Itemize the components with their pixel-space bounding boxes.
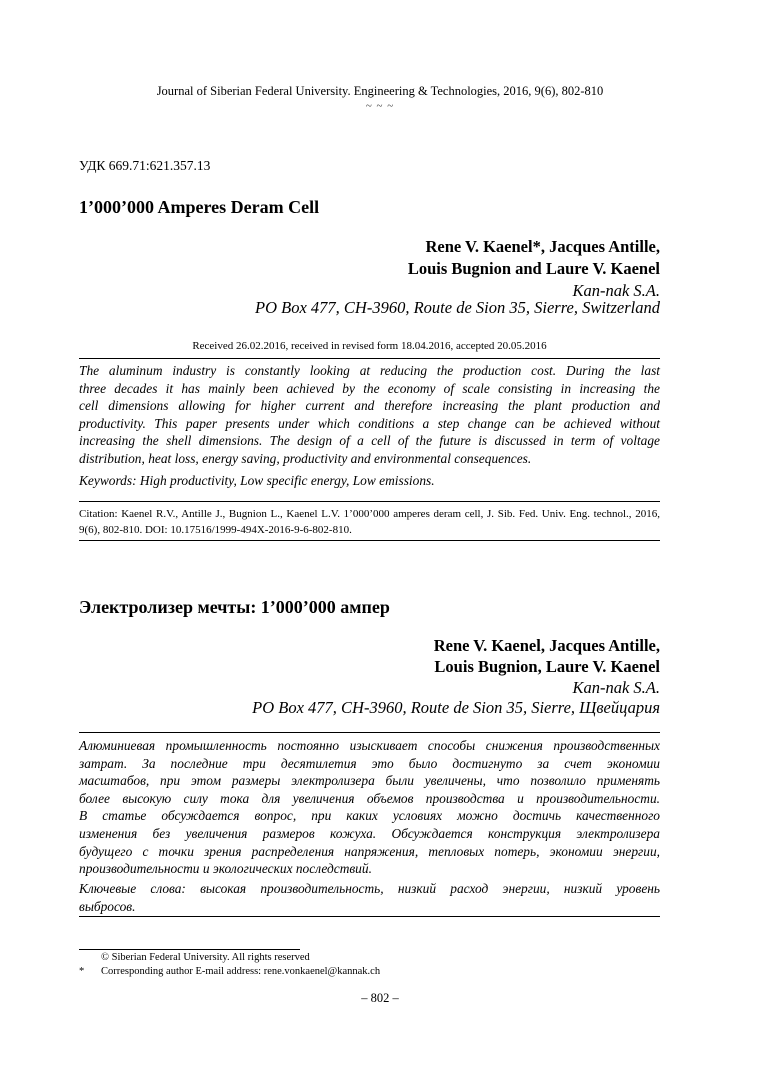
affiliation-org-ru: Kan-nak S.A. <box>572 678 660 697</box>
footnote-star: * <box>79 966 85 977</box>
page-number: – 802 – <box>361 991 399 1005</box>
footnote-corresponding <box>79 966 380 977</box>
authors-ru-line2: Louis Bugnion, Laure V. Kaenel <box>434 657 660 676</box>
paper-title-ru: Электролизер мечты: 1’000’000 ампер <box>79 597 390 617</box>
citation-line: Citation: Kaenel R.V., Antille J., Bugnion L., Kaenel L.V. 1’000’000 amperes deram cell, J. Sib. Fed. Univ. Eng. technol., 2016, <box>79 508 660 520</box>
abstract-line: Алюминиевая промышленность постоянно изыскивает способы снижения производственных <box>79 738 660 753</box>
abstract-line: изменения без увеличения размеров кожуха. Обсуждается конструкция электролизера <box>79 825 660 841</box>
journal-header: Journal of Siberian Federal University. Engineering & Technologies, 2016, 9(6), 802-810 <box>156 84 604 98</box>
divider <box>79 732 660 733</box>
divider <box>79 358 660 359</box>
authors-ru-line1: Rene V. Kaenel, Jacques Antille, <box>433 636 660 655</box>
abstract-line: increasing the shell dimensions. The design of a cell of the future is discussed in term of voltage <box>79 433 660 449</box>
paper-title-en: 1’000’000 Amperes Deram Cell <box>79 197 320 217</box>
keywords-line: выбросов. <box>79 898 136 914</box>
abstract-en <box>79 362 660 468</box>
abstract-line: более высокую силу тока для увеличения объемов производства и производительности. <box>79 790 660 806</box>
received-dates: Received 26.02.2016, received in revised form 18.04.2016, accepted 20.05.2016 <box>192 340 547 352</box>
abstract-line: three decades it has mainly been achieved by the economy of scale consisting in increasing the <box>79 380 660 396</box>
abstract-line: будущего с точки зрения распределения напряжения, тепловых потерь, экономии энергии, <box>79 843 660 859</box>
abstract-line: затрат. За последние три десятилетия это было достигнуто за счет экономии <box>79 755 660 771</box>
header-ornament: ~ ~ ~ <box>365 100 395 112</box>
authors-en-line2: Louis Bugnion and Laure V. Kaenel <box>407 259 660 278</box>
keywords-en: Keywords: High productivity, Low specific energy, Low emissions. <box>79 473 435 488</box>
abstract-line: масштабов, при этом размеры электролизера были увеличены, что позволило применять <box>79 773 660 789</box>
abstract-line: производительности и экологических последствий. <box>79 861 372 877</box>
footnote-copyright <box>79 952 310 963</box>
keywords-ru <box>79 880 660 915</box>
divider <box>79 540 660 541</box>
affiliation-address-ru: PO Box 477, CH-3960, Route de Sion 35, Sierre, Щвейцария <box>252 698 660 717</box>
divider <box>79 916 660 917</box>
affiliation-org-en: Kan-nak S.A. <box>572 281 660 300</box>
corresponding-email: Corresponding author E-mail address: rene.vonkaenel@kannak.ch <box>101 966 381 977</box>
copyright-text: © Siberian Federal University. All rights reserved <box>101 952 310 963</box>
citation-line: 9(6), 802-810. DOI: 10.17516/1999-494X-2016-9-6-802-810. <box>79 524 352 536</box>
abstract-line: distribution, heat loss, energy saving, productivity and environmental consequences. <box>79 450 532 466</box>
abstract-ru <box>79 737 660 878</box>
divider <box>79 501 660 502</box>
authors-en-line1: Rene V. Kaenel*, Jacques Antille, <box>425 237 660 256</box>
abstract-line: cell dimensions allowing for higher current and therefore increasing the plant production and <box>79 398 660 414</box>
abstract-line: productivity. This paper presents under which conditions a step change can be achieved without <box>79 415 660 431</box>
footnote-divider <box>79 949 300 950</box>
abstract-line: В статье обсуждается вопрос, при каких условиях можно достичь качественного <box>79 808 660 824</box>
citation <box>79 506 660 538</box>
affiliation-address-en: PO Box 477, CH-3960, Route de Sion 35, Sierre, Switzerland <box>255 298 660 317</box>
udk-code: УДК 669.71:621.357.13 <box>79 158 211 173</box>
keywords-line: Ключевые слова: высокая производительность, низкий расход энергии, низкий уровень <box>79 881 660 896</box>
abstract-line: The aluminum industry is constantly looking at reducing the production cost. During the last <box>79 363 660 378</box>
